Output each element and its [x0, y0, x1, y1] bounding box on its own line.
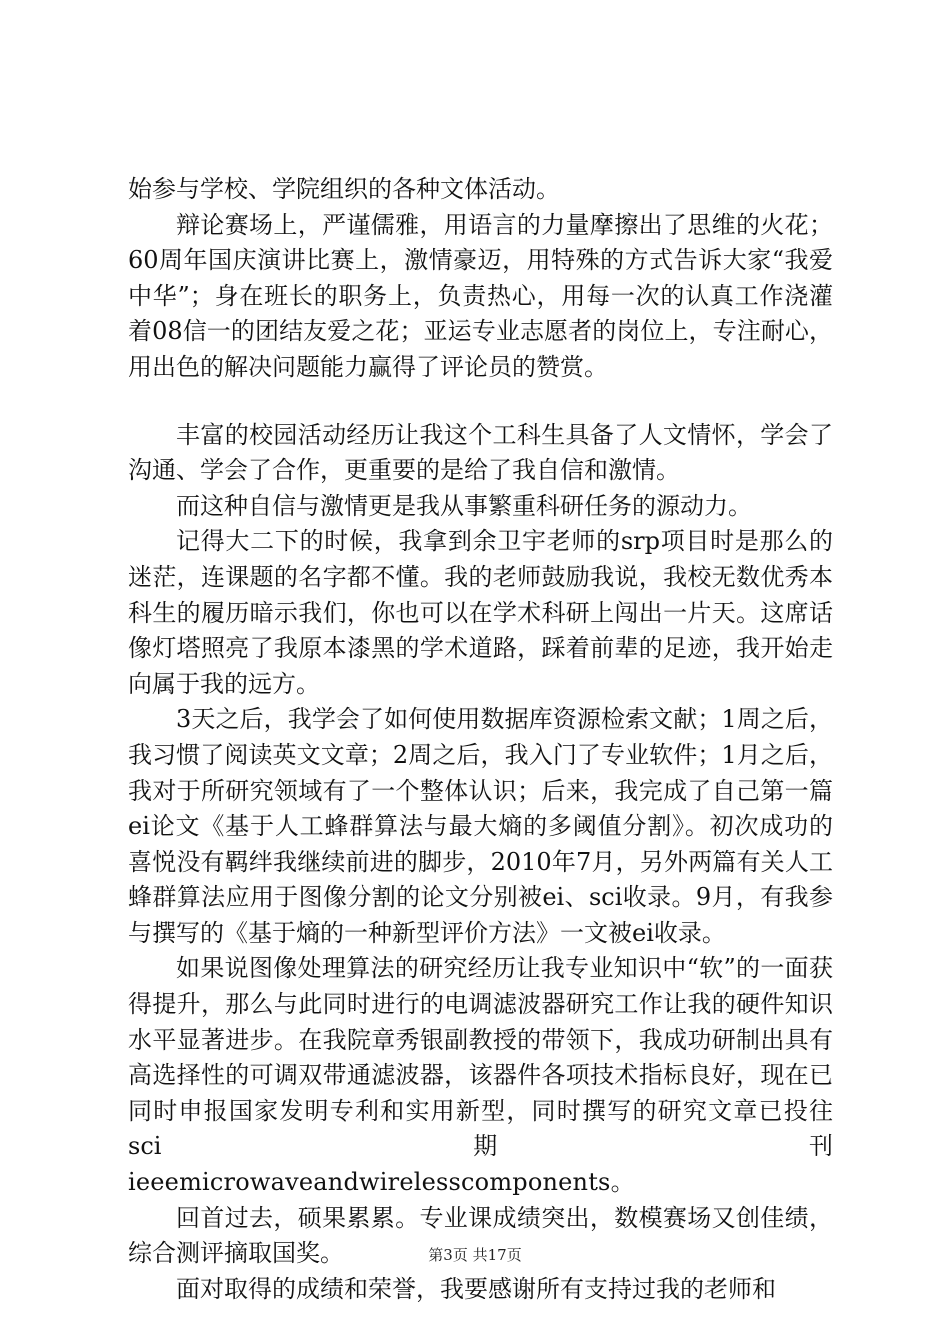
paragraph-research-progress: 3天之后，我学会了如何使用数据库资源检索文献；1周之后，我习惯了阅读英文文章；2周之后，我入门了专业软件；1月之后，我对于所研究领域有了一个整体认识；后来，我完成了自己第一篇ei论文《基于人工蜂群算法与最大熵的多阈值分割》。初次成功的喜悦没有羁绊我继续前进的脚步，2010年7月，另外两篇有关人工蜂群算法应用于图像分割的论文分别被ei、sci收录。9月，有我参与撰写的《基于熵的一种新型评价方法》一文被ei收录。	[128, 705, 833, 947]
paragraph-campus-experience: 丰富的校园活动经历让我这个工科生具备了人文情怀，学会了沟通、学会了合作，更重要的是给了我自信和激情。	[128, 420, 833, 485]
paragraph-achievements: 回首过去，硕果累累。专业课成绩突出，数模赛场又创佳绩，综合测评摘取国奖。	[128, 1203, 833, 1268]
paragraph-continuation: 始参与学校、学院组织的各种文体活动。	[128, 175, 560, 203]
document-body	[128, 172, 833, 1307]
paragraph-activities: 辩论赛场上，严谨儒雅，用语言的力量摩擦出了思维的火花；60周年国庆演讲比赛上，激情豪迈，用特殊的方式告诉大家“我爱中华”；身在班长的职务上，负责热心，用每一次的认真工作浇灌着08信一的团结友爱之花；亚运专业志愿者的岗位上，专注耐心，用出色的解决问题能力赢得了评论员的赞赏。	[128, 210, 833, 381]
paragraph-thanks: 面对取得的成绩和荣誉，我要感谢所有支持过我的老师和	[176, 1274, 776, 1303]
paragraph-srp-project: 记得大二下的时候，我拿到余卫宇老师的srp项目时是那么的迷茫，连课题的名字都不懂。我的老师鼓励我说，我校无数优秀本科生的履历暗示我们，你也可以在学术科研上闯出一片天。这席话像灯塔照亮了我原本漆黑的学术道路，踩着前辈的足迹，我开始走向属于我的远方。	[128, 527, 833, 698]
paragraph-journal-name: ieeemicrowaveandwirelesscomponents。	[128, 1168, 635, 1197]
paragraph-filter-research: 如果说图像处理算法的研究经历让我专业知识中“软”的一面获得提升，那么与此同时进行的电调滤波器研究工作让我的硬件知识水平显著进步。在我院章秀银副教授的带领下，我成功研制出具有高选择性的可调双带通滤波器，该器件各项技术指标良好，现在已同时申报国家发明专利和实用新型，同时撰写的研究文章已投往sci期刊	[128, 954, 833, 1161]
paragraph-motivation: 而这种自信与激情更是我从事繁重科研任务的源动力。	[176, 491, 752, 520]
page-number-footer: 第3页 共17页	[428, 1246, 522, 1264]
